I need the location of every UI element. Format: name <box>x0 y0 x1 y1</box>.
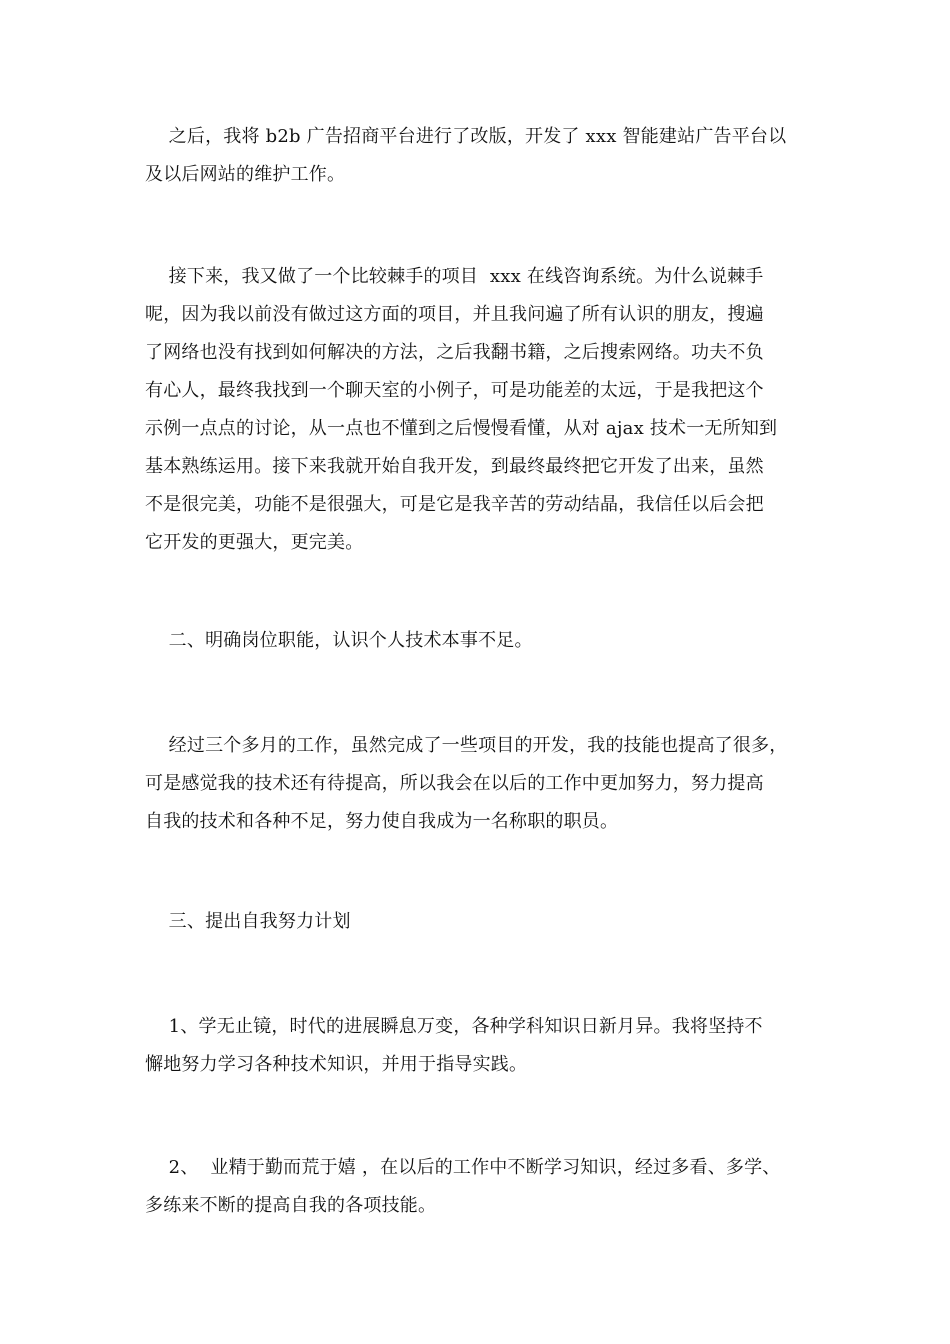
paragraph-three-months <box>145 727 810 841</box>
section-heading-two <box>145 622 810 660</box>
text-line: 不是很完美，功能不是很强大，可是它是我辛苦的劳动结晶，我信任以后会把 <box>145 494 764 515</box>
text-line: 多练来不断的提高自我的各项技能。 <box>145 1195 437 1216</box>
text-line: 懈地努力学习各种技术知识，并用于指导实践。 <box>145 1054 528 1075</box>
heading-line: 二、明确岗位职能，认识个人技术本事不足。 <box>145 630 533 651</box>
plan-item-2 <box>145 1149 810 1225</box>
section-heading-three <box>145 903 810 941</box>
text-line: 基本熟练运用。接下来我就开始自我开发，到最终最终把它开发了出来，虽然 <box>145 456 764 477</box>
heading-line: 三、提出自我努力计划 <box>145 911 351 932</box>
text-line: 1、学无止镜，时代的进展瞬息万变，各种学科知识日新月异。我将坚持不 <box>145 1016 763 1037</box>
text-line: 自我的技术和各种不足，努力使自我成为一名称职的职员。 <box>145 811 619 832</box>
text-line: 呢，因为我以前没有做过这方面的项目，并且我问遍了所有认识的朋友，搜遍 <box>145 304 764 325</box>
paragraph-consulting-system <box>145 258 810 562</box>
text-line: 经过三个多月的工作，虽然完成了一些项目的开发，我的技能也提高了很多， <box>145 735 788 756</box>
text-line: 示例一点点的讨论，从一点也不懂到之后慢慢看懂，从对 ajax 技术一无所知到 <box>145 418 778 439</box>
plan-item-1 <box>145 1008 810 1084</box>
text-line: 及以后网站的维护工作。 <box>145 164 346 185</box>
text-line: 2、 业精于勤而荒于嬉 ，在以后的工作中不断学习知识，经过多看、多学、 <box>145 1157 781 1178</box>
text-line: 它开发的更强大，更完美。 <box>145 532 364 553</box>
paragraph-redesign <box>145 118 810 194</box>
text-line: 可是感觉我的技术还有待提高，所以我会在以后的工作中更加努力，努力提高 <box>145 773 764 794</box>
text-line: 接下来，我又做了一个比较棘手的项目 xxx 在线咨询系统。为什么说棘手 <box>145 266 764 287</box>
text-line: 之后，我将 b2b 广告招商平台进行了改版，开发了 xxx 智能建站广告平台以 <box>145 126 787 147</box>
text-line: 了网络也没有找到如何解决的方法，之后我翻书籍，之后搜索网络。功夫不负 <box>145 342 764 363</box>
text-line: 有心人，最终我找到一个聊天室的小例子，可是功能差的太远，于是我把这个 <box>145 380 764 401</box>
